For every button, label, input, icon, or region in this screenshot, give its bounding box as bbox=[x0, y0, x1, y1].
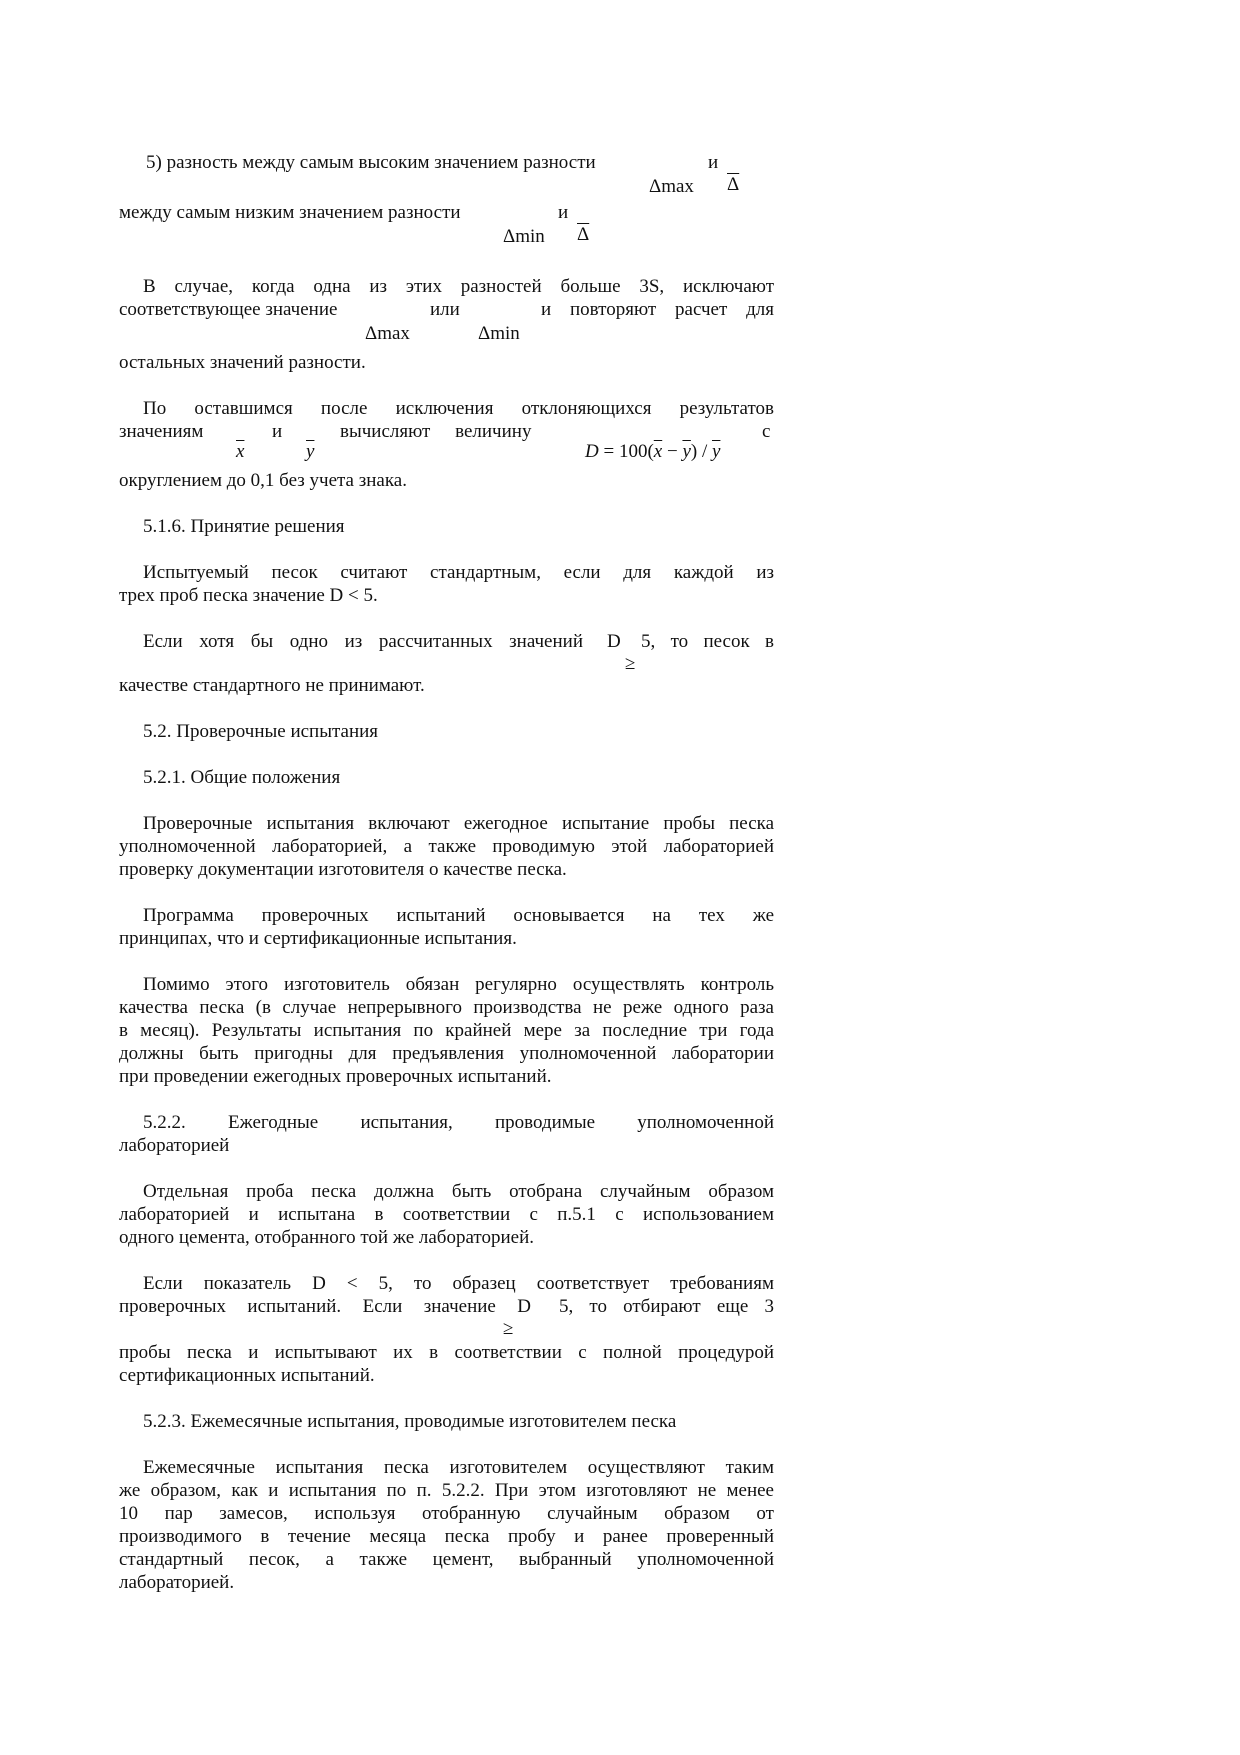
p3-line-3: округлением до 0,1 без учета знака. bbox=[119, 470, 407, 491]
heading-5-2-2-line-2: лабораторией bbox=[119, 1135, 230, 1156]
p11-line-6: лабораторией. bbox=[119, 1572, 235, 1593]
d-formula: $D = 100(\overline{x} - \overline{y}) / \overline{y}$ bbox=[585, 441, 721, 462]
delta-min-symbol: Δmin bbox=[503, 226, 545, 247]
p3-line-2c: вычисляют величину bbox=[340, 421, 532, 442]
p6-line-2: уполномоченной лабораторией, а также проводимую этой лабораторией bbox=[119, 836, 774, 857]
p10-line-4: сертификационных испытаний. bbox=[119, 1365, 375, 1386]
p5-line-2: качестве стандартного не принимают. bbox=[119, 675, 425, 696]
delta-max-symbol-2: Δmax bbox=[365, 323, 410, 344]
p6-line-3: проверку документации изготовителя о качестве песка. bbox=[119, 859, 567, 880]
p2-line-2a: соответствующее значение bbox=[119, 299, 338, 320]
heading-5-2: 5.2. Проверочные испытания bbox=[143, 721, 379, 742]
p5-line-1c: 5, то песок в bbox=[641, 631, 774, 652]
delta-mean-symbol: $\overline{\Delta}$ bbox=[727, 174, 740, 195]
p4-line-1: Испытуемый песок считают стандартным, если для каждой из bbox=[143, 562, 774, 583]
p3-line-2a: значениям bbox=[119, 421, 204, 442]
p10-line-1: Если показатель D < 5, то образец соответствует требованиям bbox=[143, 1273, 774, 1294]
p1-line-1: 5) разность между самым высоким значением разности bbox=[146, 152, 596, 173]
geq-symbol: ≥ bbox=[625, 653, 636, 674]
p3-line-2d: с bbox=[762, 421, 771, 442]
p11-line-1: Ежемесячные испытания песка изготовителем осуществляют таким bbox=[143, 1457, 774, 1478]
x-mean-symbol: $\overline{x}$ bbox=[236, 441, 245, 462]
p10-line-2a: проверочных испытаний. Если значение D bbox=[119, 1296, 531, 1317]
p7-line-2: принципах, что и сертификационные испытания. bbox=[119, 928, 517, 949]
p2-line-2c: и повторяют расчет для bbox=[541, 299, 774, 320]
p11-line-2: же образом, как и испытания по п. 5.2.2. При этом изготовляют не менее bbox=[119, 1480, 774, 1501]
delta-mean-symbol-2: $\overline{\Delta}$ bbox=[577, 224, 590, 245]
p5-line-1b: D bbox=[607, 631, 621, 652]
p7-line-1: Программа проверочных испытаний основывается на тех же bbox=[143, 905, 774, 926]
p11-line-4: производимого в течение месяца песка пробу и ранее проверенный bbox=[119, 1526, 774, 1547]
p2-line-3: остальных значений разности. bbox=[119, 352, 366, 373]
p8-line-3: в месяц). Результаты испытания по крайней мере за последние три года bbox=[119, 1020, 774, 1041]
p8-line-1: Помимо этого изготовитель обязан регулярно осуществлять контроль bbox=[143, 974, 774, 995]
p8-line-4: должны быть пригодны для предъявления уполномоченной лаборатории bbox=[119, 1043, 774, 1064]
p3-line-1: По оставшимся после исключения отклоняющихся результатов bbox=[143, 398, 774, 419]
p1-line-1-and: и bbox=[708, 152, 719, 173]
heading-5-1-6: 5.1.6. Принятие решения bbox=[143, 516, 345, 537]
heading-5-2-3: 5.2.3. Ежемесячные испытания, проводимые изготовителем песка bbox=[143, 1411, 677, 1432]
p1-line-2: между самым низким значением разности bbox=[119, 202, 461, 223]
p9-line-3: одного цемента, отобранного той же лабораторией. bbox=[119, 1227, 534, 1248]
p9-line-1: Отдельная проба песка должна быть отобрана случайным образом bbox=[143, 1181, 774, 1202]
delta-min-symbol-2: Δmin bbox=[478, 323, 520, 344]
p9-line-2: лабораторией и испытана в соответствии с п.5.1 с использованием bbox=[119, 1204, 774, 1225]
heading-5-2-1: 5.2.1. Общие положения bbox=[143, 767, 341, 788]
p3-line-2b: и bbox=[272, 421, 283, 442]
geq-symbol-2: ≥ bbox=[503, 1318, 514, 1339]
p2-line-2b: или bbox=[430, 299, 460, 320]
p11-line-3: 10 пар замесов, используя отобранную случайным образом от bbox=[119, 1503, 774, 1524]
heading-5-2-2-line-1: 5.2.2. Ежегодные испытания, проводимые уполномоченной bbox=[143, 1112, 774, 1133]
p2-line-1: В случае, когда одна из этих разностей больше 3S, исключают bbox=[143, 276, 774, 297]
p8-line-2: качества песка (в случае непрерывного производства не реже одного раза bbox=[119, 997, 774, 1018]
p8-line-5: при проведении ежегодных проверочных испытаний. bbox=[119, 1066, 552, 1087]
p6-line-1: Проверочные испытания включают ежегодное испытание пробы песка bbox=[143, 813, 774, 834]
p4-line-2: трех проб песка значение D < 5. bbox=[119, 585, 378, 606]
p1-line-2-and: и bbox=[558, 202, 569, 223]
p10-line-2b: 5, то отбирают еще 3 bbox=[559, 1296, 774, 1317]
p10-line-3: пробы песка и испытывают их в соответствии с полной процедурой bbox=[119, 1342, 774, 1363]
y-mean-symbol: $\overline{y}$ bbox=[306, 441, 315, 462]
p5-line-1a: Если хотя бы одно из рассчитанных значений bbox=[143, 631, 583, 652]
delta-max-symbol: Δmax bbox=[649, 176, 694, 197]
p11-line-5: стандартный песок, а также цемент, выбранный уполномоченной bbox=[119, 1549, 774, 1570]
